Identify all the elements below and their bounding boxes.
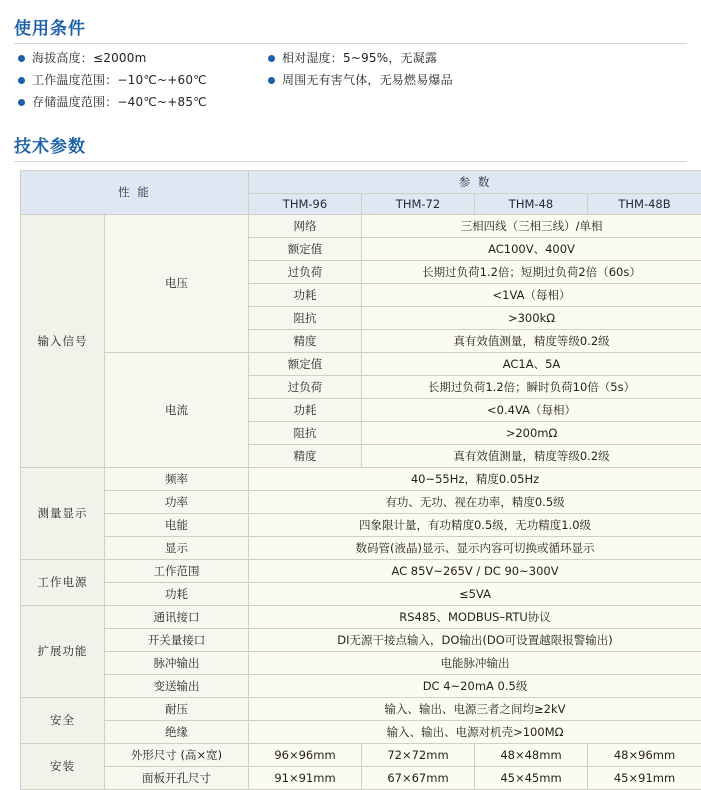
bullet-icon [268, 77, 275, 84]
table-row [21, 651, 701, 674]
row-label: 工作范围 [105, 559, 249, 582]
group-label-input-signal: 输入信号 [21, 214, 105, 467]
row-value: <1VA（每相） [362, 283, 701, 306]
table-row [21, 697, 701, 720]
row-value: 真有效值测量，精度等级0.2级 [362, 444, 701, 467]
row-value: >200mΩ [362, 421, 701, 444]
row-label: 电能 [105, 513, 249, 536]
row-label: 阻抗 [249, 306, 362, 329]
table-row [21, 513, 701, 536]
row-label: 阻抗 [249, 421, 362, 444]
row-value: DC 4~20mA 0.5级 [249, 674, 701, 697]
row-value-thm48b: 45×91mm [588, 766, 701, 789]
condition-item [18, 52, 268, 65]
condition-text: 存储温度范围：−40℃~+85℃ [32, 96, 207, 109]
bullet-icon [18, 99, 25, 106]
header-parameter: 参 数 [249, 170, 701, 193]
table-row [21, 674, 701, 697]
specs-title: 技术参数 [14, 132, 691, 157]
row-label: 外形尺寸 (高×宽) [105, 743, 249, 766]
spec-table [20, 170, 701, 790]
header-model-thm72: THM-72 [362, 193, 475, 214]
bullet-icon [18, 55, 25, 62]
row-value-thm48b: 48×96mm [588, 743, 701, 766]
row-value: AC 85V~265V / DC 90~300V [249, 559, 701, 582]
row-value: 有功、无功、视在功率，精度0.5级 [249, 490, 701, 513]
title-divider-1 [14, 43, 687, 44]
row-label: 脉冲输出 [105, 651, 249, 674]
condition-item [268, 74, 691, 87]
row-label: 功率 [105, 490, 249, 513]
row-label: 额定值 [249, 237, 362, 260]
condition-item [18, 74, 268, 87]
conditions-spacer [268, 96, 691, 109]
row-value: 输入、输出、电源对机壳>100MΩ [249, 720, 701, 743]
row-label: 开关量接口 [105, 628, 249, 651]
group-label-extended-functions: 扩展功能 [21, 605, 105, 697]
row-label: 过负荷 [249, 260, 362, 283]
row-label: 通讯接口 [105, 605, 249, 628]
group-label-measure-display: 测量显示 [21, 467, 105, 559]
row-value: 长期过负荷1.2倍；瞬时负荷10倍（5s） [362, 375, 701, 398]
group-label-safety: 安全 [21, 697, 105, 743]
row-value-thm48: 48×48mm [475, 743, 588, 766]
table-row [21, 490, 701, 513]
row-label: 精度 [249, 329, 362, 352]
subgroup-label-voltage: 电压 [105, 214, 249, 352]
row-value: AC100V、400V [362, 237, 701, 260]
table-row [21, 720, 701, 743]
row-value: 长期过负荷1.2倍；短期过负荷2倍（60s） [362, 260, 701, 283]
table-row [21, 559, 701, 582]
conditions-list [18, 52, 691, 110]
row-value: DI无源干接点输入，DO输出(DO可设置越限报警输出) [249, 628, 701, 651]
row-label: 功耗 [249, 398, 362, 421]
row-value: ≤5VA [249, 582, 701, 605]
table-row [21, 467, 701, 490]
row-value: RS485、MODBUS–RTU协议 [249, 605, 701, 628]
group-label-installation: 安装 [21, 743, 105, 789]
condition-text: 相对湿度：5~95%，无凝露 [282, 52, 437, 65]
table-row [21, 214, 701, 237]
row-value-thm48: 45×45mm [475, 766, 588, 789]
row-value-thm96: 96×96mm [249, 743, 362, 766]
table-row [21, 352, 701, 375]
row-value: 输入、输出、电源三者之间均≥2kV [249, 697, 701, 720]
row-value-thm72: 72×72mm [362, 743, 475, 766]
row-label: 耐压 [105, 697, 249, 720]
row-label: 网络 [249, 214, 362, 237]
header-model-thm48: THM-48 [475, 193, 588, 214]
table-row [21, 536, 701, 559]
table-row [21, 628, 701, 651]
row-value: 三相四线（三相三线）/单相 [362, 214, 701, 237]
row-label: 变送输出 [105, 674, 249, 697]
bullet-icon [18, 77, 25, 84]
row-label: 显示 [105, 536, 249, 559]
row-value: <0.4VA（每相） [362, 398, 701, 421]
table-header-row [21, 170, 701, 193]
condition-text: 周围无有害气体，无易燃易爆品 [282, 74, 453, 87]
condition-text: 工作温度范围：−10℃~+60℃ [32, 74, 207, 87]
table-row [21, 582, 701, 605]
row-value: AC1A、5A [362, 352, 701, 375]
row-label: 额定值 [249, 352, 362, 375]
row-label: 绝缘 [105, 720, 249, 743]
row-value: 40~55Hz，精度0.05Hz [249, 467, 701, 490]
row-value: 电能脉冲输出 [249, 651, 701, 674]
table-row [21, 605, 701, 628]
bullet-icon [268, 55, 275, 62]
row-label: 频率 [105, 467, 249, 490]
row-value: 四象限计量，有功精度0.5级，无功精度1.0级 [249, 513, 701, 536]
condition-text: 海拔高度：≤2000m [32, 52, 146, 65]
row-label: 精度 [249, 444, 362, 467]
group-label-power-supply: 工作电源 [21, 559, 105, 605]
row-label: 面板开孔尺寸 [105, 766, 249, 789]
row-label: 过负荷 [249, 375, 362, 398]
header-model-thm96: THM-96 [249, 193, 362, 214]
row-value-thm96: 91×91mm [249, 766, 362, 789]
spec-table-wrap [20, 170, 685, 790]
table-row [21, 743, 701, 766]
row-value: 真有效值测量，精度等级0.2级 [362, 329, 701, 352]
header-performance: 性 能 [21, 170, 249, 214]
row-value: 数码管(液晶)显示、显示内容可切换或循环显示 [249, 536, 701, 559]
condition-item [268, 52, 691, 65]
conditions-title: 使用条件 [14, 14, 691, 39]
header-model-thm48b: THM-48B [588, 193, 701, 214]
row-label: 功耗 [249, 283, 362, 306]
subgroup-label-current: 电流 [105, 352, 249, 467]
row-value-thm72: 67×67mm [362, 766, 475, 789]
title-divider-2 [14, 161, 687, 162]
condition-item [18, 96, 268, 109]
row-label: 功耗 [105, 582, 249, 605]
table-row [21, 766, 701, 789]
row-value: >300kΩ [362, 306, 701, 329]
